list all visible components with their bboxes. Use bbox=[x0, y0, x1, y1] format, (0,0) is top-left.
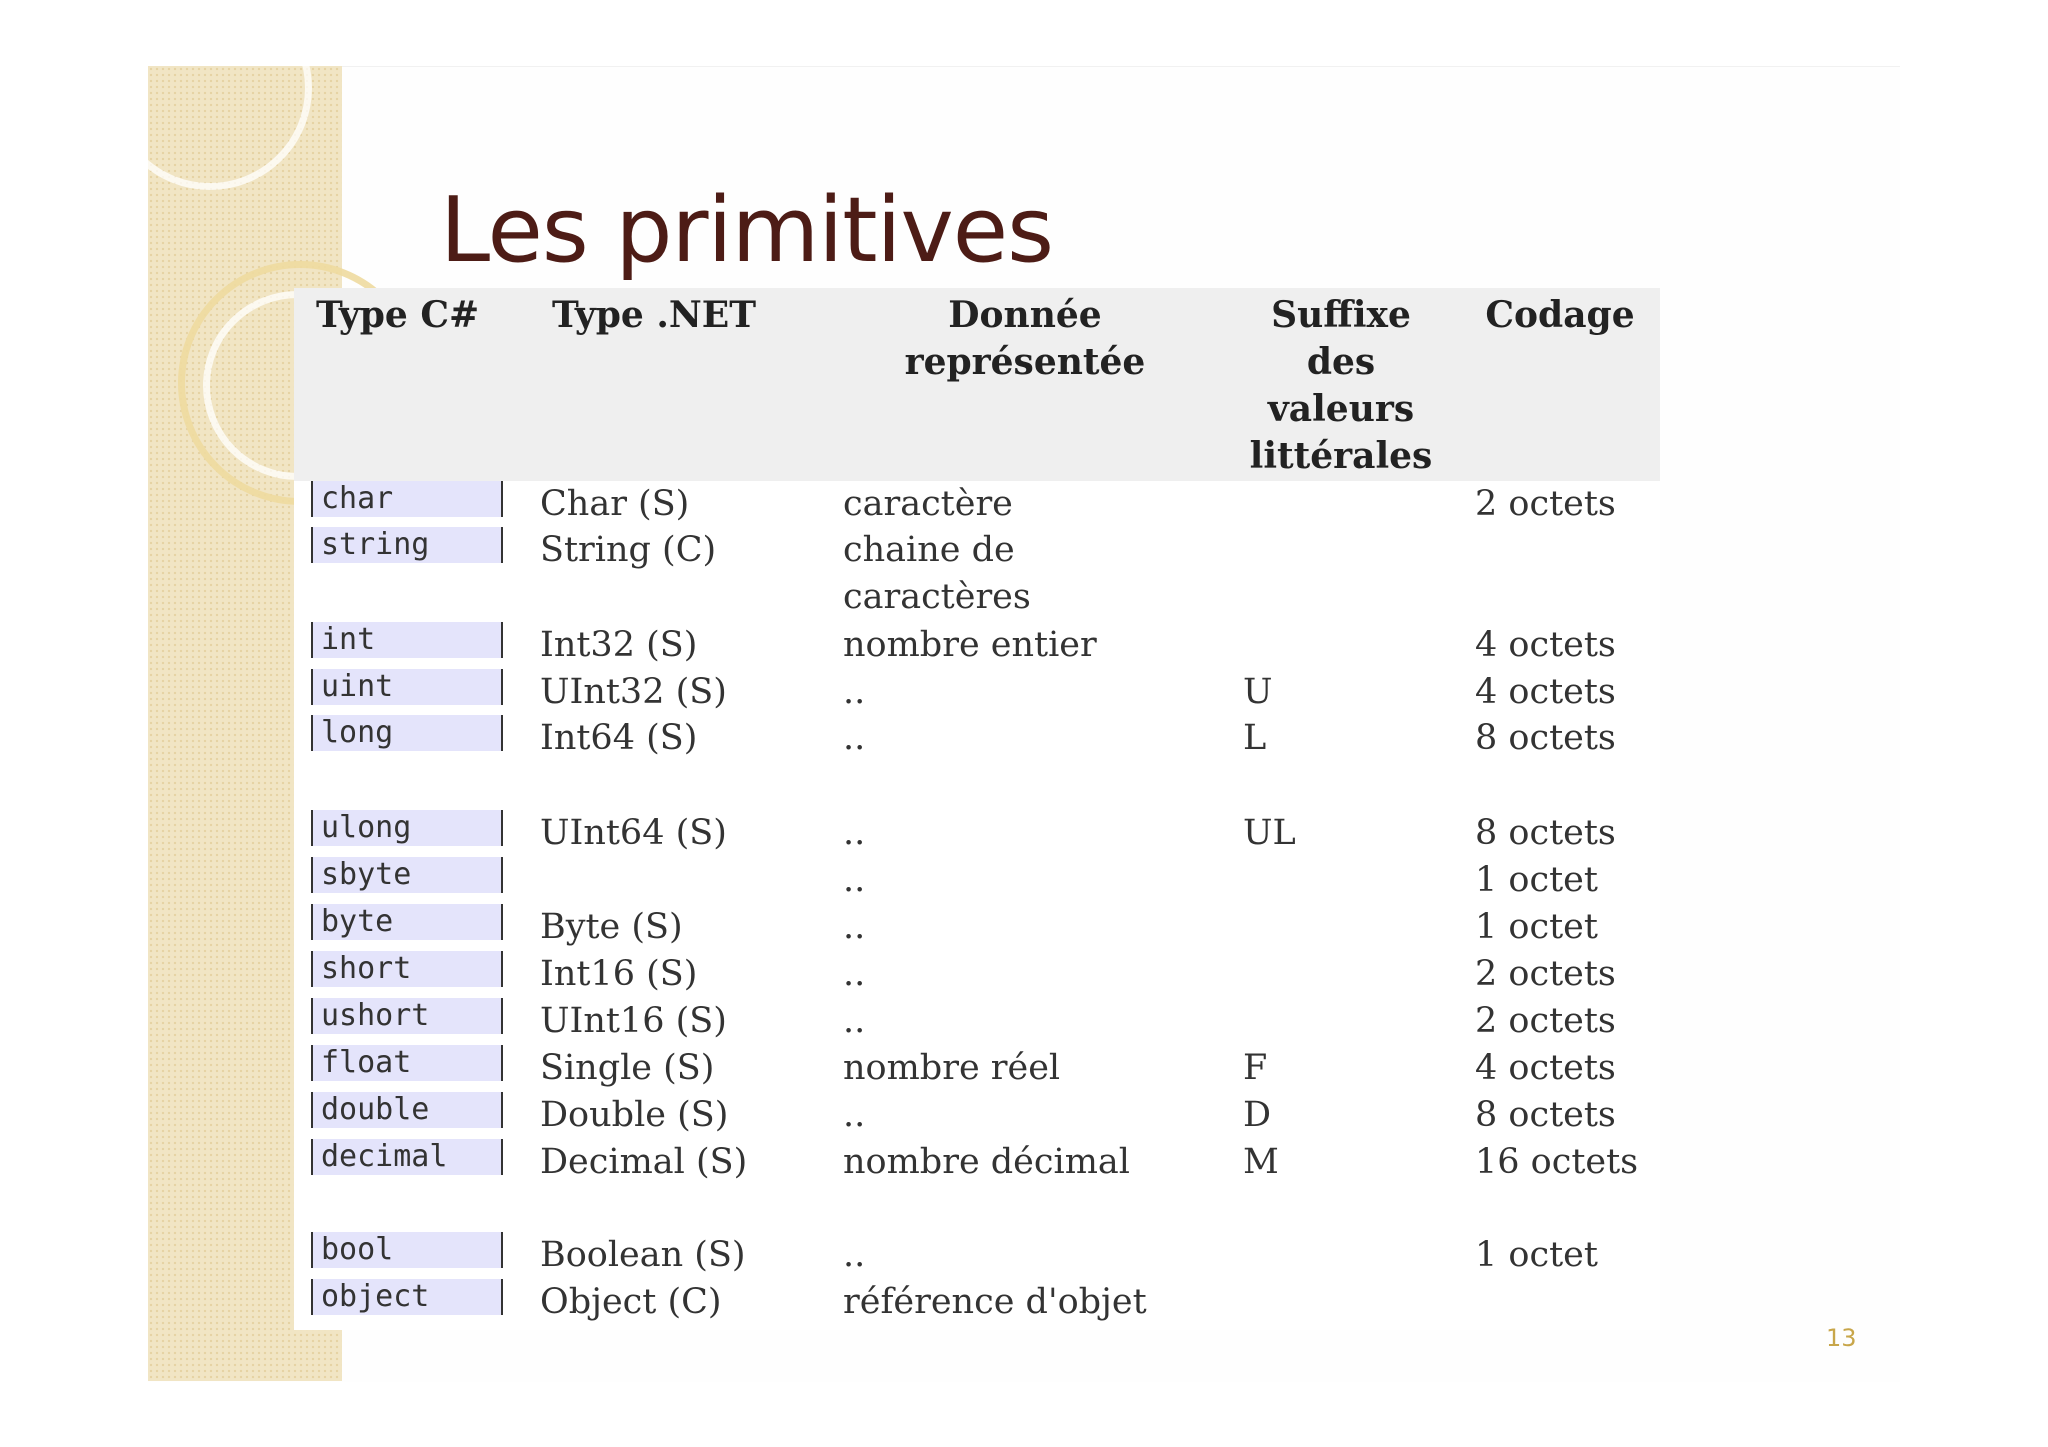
net-type: Char (S) bbox=[540, 484, 690, 524]
cs-type-keyword: char bbox=[311, 481, 503, 517]
header-donnee bbox=[880, 292, 1170, 386]
cs-type-keyword: ushort bbox=[311, 998, 503, 1034]
data-description: .. bbox=[843, 1001, 866, 1041]
literal-suffix: F bbox=[1243, 1048, 1268, 1088]
header-donnee-line2: représentée bbox=[904, 341, 1146, 383]
data-description: .. bbox=[843, 1235, 866, 1275]
data-description-continued: caractères bbox=[843, 577, 1031, 617]
table-row bbox=[0, 481, 2048, 528]
literal-suffix: L bbox=[1243, 718, 1267, 758]
net-type: Decimal (S) bbox=[540, 1142, 748, 1182]
header-suffixe-line1: Suffixe bbox=[1271, 294, 1411, 336]
slide-title: Les primitives bbox=[440, 178, 1054, 283]
literal-suffix: D bbox=[1243, 1095, 1272, 1135]
net-type: Int16 (S) bbox=[540, 954, 698, 994]
header-type-net: Type .NET bbox=[552, 294, 757, 336]
literal-suffix: M bbox=[1243, 1142, 1279, 1182]
table-row bbox=[0, 715, 2048, 762]
literal-suffix: UL bbox=[1243, 813, 1296, 853]
table-row bbox=[0, 998, 2048, 1045]
net-type: Single (S) bbox=[540, 1048, 715, 1088]
encoding-size: 8 octets bbox=[1475, 813, 1616, 853]
cs-type-keyword: long bbox=[311, 715, 503, 751]
encoding-size: 1 octet bbox=[1475, 1235, 1598, 1275]
encoding-size: 2 octets bbox=[1475, 954, 1616, 994]
data-description: caractère bbox=[843, 484, 1013, 524]
encoding-size: 4 octets bbox=[1475, 1048, 1616, 1088]
data-description: .. bbox=[843, 1095, 866, 1135]
encoding-size: 2 octets bbox=[1475, 484, 1616, 524]
data-description: référence d'objet bbox=[843, 1282, 1147, 1322]
data-description: .. bbox=[843, 954, 866, 994]
encoding-size: 4 octets bbox=[1475, 625, 1616, 665]
net-type: Byte (S) bbox=[540, 907, 683, 947]
cs-type-keyword: sbyte bbox=[311, 857, 503, 893]
cs-type-keyword: short bbox=[311, 951, 503, 987]
data-description: .. bbox=[843, 672, 866, 712]
data-description: nombre décimal bbox=[843, 1142, 1130, 1182]
data-description: nombre réel bbox=[843, 1048, 1061, 1088]
cs-type-keyword: byte bbox=[311, 904, 503, 940]
decorative-ring bbox=[108, 0, 312, 190]
data-description: .. bbox=[843, 860, 866, 900]
cs-type-keyword: double bbox=[311, 1092, 503, 1128]
cs-type-keyword: string bbox=[311, 527, 503, 563]
encoding-size: 8 octets bbox=[1475, 718, 1616, 758]
table-row bbox=[0, 527, 2048, 617]
header-suffixe bbox=[1228, 292, 1454, 480]
header-suffixe-line4: littérales bbox=[1249, 435, 1433, 477]
table-row bbox=[0, 1045, 2048, 1092]
page-number: 13 bbox=[1826, 1324, 1857, 1352]
header-donnee-line1: Donnée bbox=[948, 294, 1102, 336]
table-row bbox=[0, 810, 2048, 857]
header-suffixe-line2: des bbox=[1306, 341, 1376, 383]
table-row bbox=[0, 622, 2048, 669]
cs-type-keyword: int bbox=[311, 622, 503, 658]
data-description: nombre entier bbox=[843, 625, 1097, 665]
header-type-cs: Type C# bbox=[316, 294, 480, 336]
data-description: .. bbox=[843, 907, 866, 947]
cs-type-keyword: float bbox=[311, 1045, 503, 1081]
encoding-size: 8 octets bbox=[1475, 1095, 1616, 1135]
data-description: chaine de bbox=[843, 530, 1015, 570]
net-type: UInt16 (S) bbox=[540, 1001, 727, 1041]
encoding-size: 4 octets bbox=[1475, 672, 1616, 712]
data-description: .. bbox=[843, 813, 866, 853]
table-row bbox=[0, 1139, 2048, 1186]
cs-type-keyword: bool bbox=[311, 1232, 503, 1268]
encoding-size: 1 octet bbox=[1475, 907, 1598, 947]
net-type: String (C) bbox=[540, 530, 717, 570]
data-description: .. bbox=[843, 718, 866, 758]
cs-type-keyword: decimal bbox=[311, 1139, 503, 1175]
literal-suffix: U bbox=[1243, 672, 1273, 712]
net-type: Object (C) bbox=[540, 1282, 722, 1322]
table-row bbox=[0, 857, 2048, 904]
table-row bbox=[0, 669, 2048, 716]
table-row bbox=[0, 1092, 2048, 1139]
table-row bbox=[0, 1279, 2048, 1326]
encoding-size: 16 octets bbox=[1475, 1142, 1639, 1182]
net-type: UInt64 (S) bbox=[540, 813, 727, 853]
net-type: Int32 (S) bbox=[540, 625, 698, 665]
net-type: Int64 (S) bbox=[540, 718, 698, 758]
encoding-size: 1 octet bbox=[1475, 860, 1598, 900]
table-row bbox=[0, 951, 2048, 998]
table-row bbox=[0, 904, 2048, 951]
header-suffixe-line3: valeurs bbox=[1267, 388, 1415, 430]
cs-type-keyword: ulong bbox=[311, 810, 503, 846]
cs-type-keyword: object bbox=[311, 1279, 503, 1315]
cs-type-keyword: uint bbox=[311, 669, 503, 705]
net-type: Double (S) bbox=[540, 1095, 729, 1135]
net-type: Boolean (S) bbox=[540, 1235, 746, 1275]
header-codage: Codage bbox=[1485, 294, 1635, 336]
net-type: UInt32 (S) bbox=[540, 672, 727, 712]
encoding-size: 2 octets bbox=[1475, 1001, 1616, 1041]
table-row bbox=[0, 1232, 2048, 1279]
